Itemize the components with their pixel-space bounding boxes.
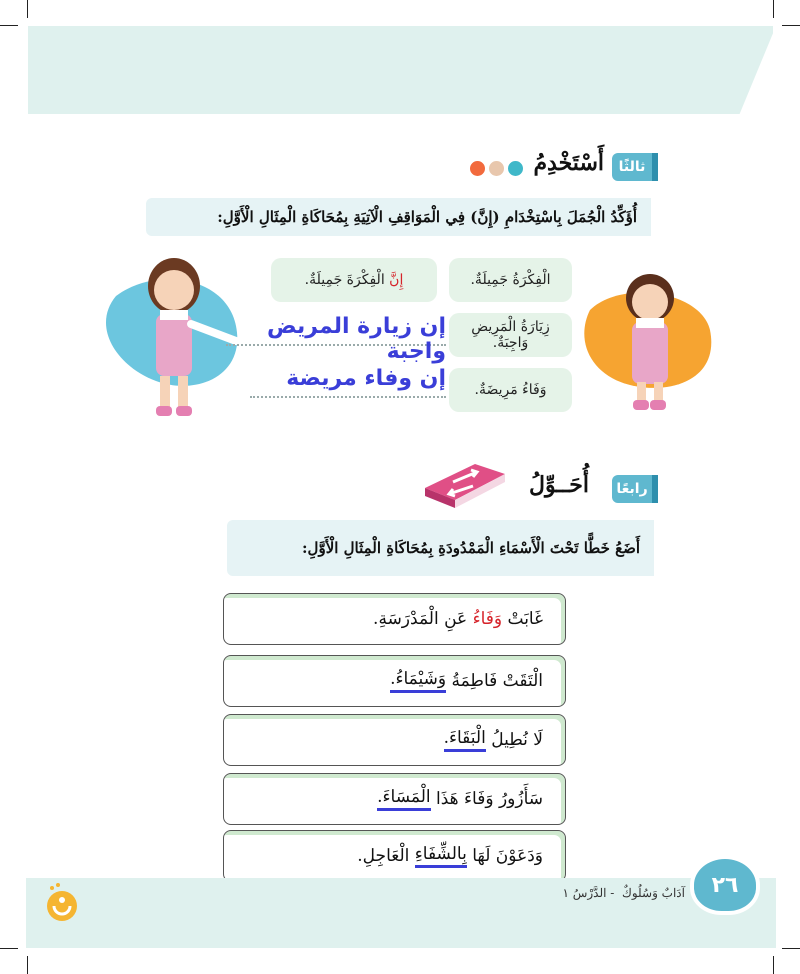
crop-mark <box>782 948 800 949</box>
sentence-underlined[interactable]: الْبَقَاءَ. <box>444 728 486 752</box>
prompt-card: زِيَارَةُ الْمَرِيضِ وَاجِبَةٌ. <box>449 313 572 357</box>
sentence-box <box>223 830 566 882</box>
girl-standing-illustration <box>580 270 720 415</box>
sentence-underlined[interactable]: الْمَسَاءَ. <box>377 787 430 811</box>
section4-badge <box>612 475 652 503</box>
publisher-logo-icon <box>42 880 80 924</box>
decor-dot-beige <box>489 161 504 176</box>
answer-field[interactable]: إن زيارة المريض واجبة <box>226 314 446 346</box>
page-number-badge <box>690 855 760 915</box>
decor-dot-teal <box>508 161 523 176</box>
example-answer-rest: الْفِكْرَةَ جَمِيلَةٌ. <box>304 272 385 288</box>
sentence-text: غَابَتْ <box>507 609 543 629</box>
crop-mark <box>27 956 28 974</box>
example-answer-prefix: إِنَّ <box>389 272 404 288</box>
section4-badge-label: رابعًا <box>616 481 648 497</box>
crop-mark <box>773 956 774 974</box>
example-answer-card <box>271 258 437 302</box>
sentence-text: عَنِ الْمَدْرَسَةِ. <box>373 609 468 629</box>
prompt-card: وَفَاءُ مَرِيضَةٌ. <box>449 368 572 412</box>
section3-title: أَسْتَخْدِمُ <box>533 150 604 176</box>
sentence-underlined[interactable]: وَشَيْمَاءُ. <box>390 669 446 693</box>
sentence-box <box>223 773 566 825</box>
girl-pointing-illustration <box>96 256 246 426</box>
section4-instruction: أَضَعُ خَطًّا تَحْتَ الْأَسْمَاءِ الْمَمْدُودَةِ بِمُحَاكَاةِ الْمِثَالِ الْأَوَّلِ: <box>227 520 654 576</box>
answer-field[interactable]: إن وفاء مريضة <box>250 366 446 398</box>
page-number: ٢٦ <box>711 872 739 898</box>
header-band <box>28 26 773 114</box>
section4-title: أُحَــوِّلُ <box>529 472 589 498</box>
crop-mark <box>773 0 774 18</box>
sentence-underlined[interactable]: بِالشِّفَاءِ <box>415 844 467 868</box>
footer-book-label <box>480 886 685 900</box>
crop-mark <box>27 0 28 18</box>
section3-badge-label: ثالثًا <box>618 159 646 175</box>
crop-mark <box>0 25 18 26</box>
prompt-card: الْفِكْرَةُ جَمِيلَةٌ. <box>449 258 572 302</box>
section3-badge <box>612 153 652 181</box>
crop-mark <box>0 948 18 949</box>
sentence-text: الْتَقَتْ فَاطِمَةُ <box>451 671 543 691</box>
sentence-box <box>223 593 566 645</box>
sentence-text: وَدَعَوْنَ لَهَا <box>472 846 543 866</box>
footer-book: آدَابٌ وَسُلُوكٌ <box>621 886 685 900</box>
footer-lesson: - الدَّرْسُ ١ <box>562 886 615 900</box>
sentence-text: سَأَزُورُ وَفَاءَ هَذَا <box>436 789 543 809</box>
book-arrows-icon <box>415 460 507 510</box>
sentence-text: لَا نُطِيلُ <box>491 730 543 750</box>
sentence-highlight: وَفَاءُ <box>472 609 503 629</box>
sentence-box <box>223 714 566 766</box>
decor-dot-orange <box>470 161 485 176</box>
section3-instruction: أُؤَكِّدُ الْجُمَلَ بِاسْتِخْدَامِ (إِنَّ) فِي الْمَوَاقِفِ الْآتِيَةِ بِمُحَاكَاةِ الْمِثَالِ الْأَوَّلِ: <box>146 198 651 236</box>
sentence-box <box>223 655 566 707</box>
sentence-text: الْعَاجِلِ. <box>357 846 410 866</box>
crop-mark <box>782 25 800 26</box>
